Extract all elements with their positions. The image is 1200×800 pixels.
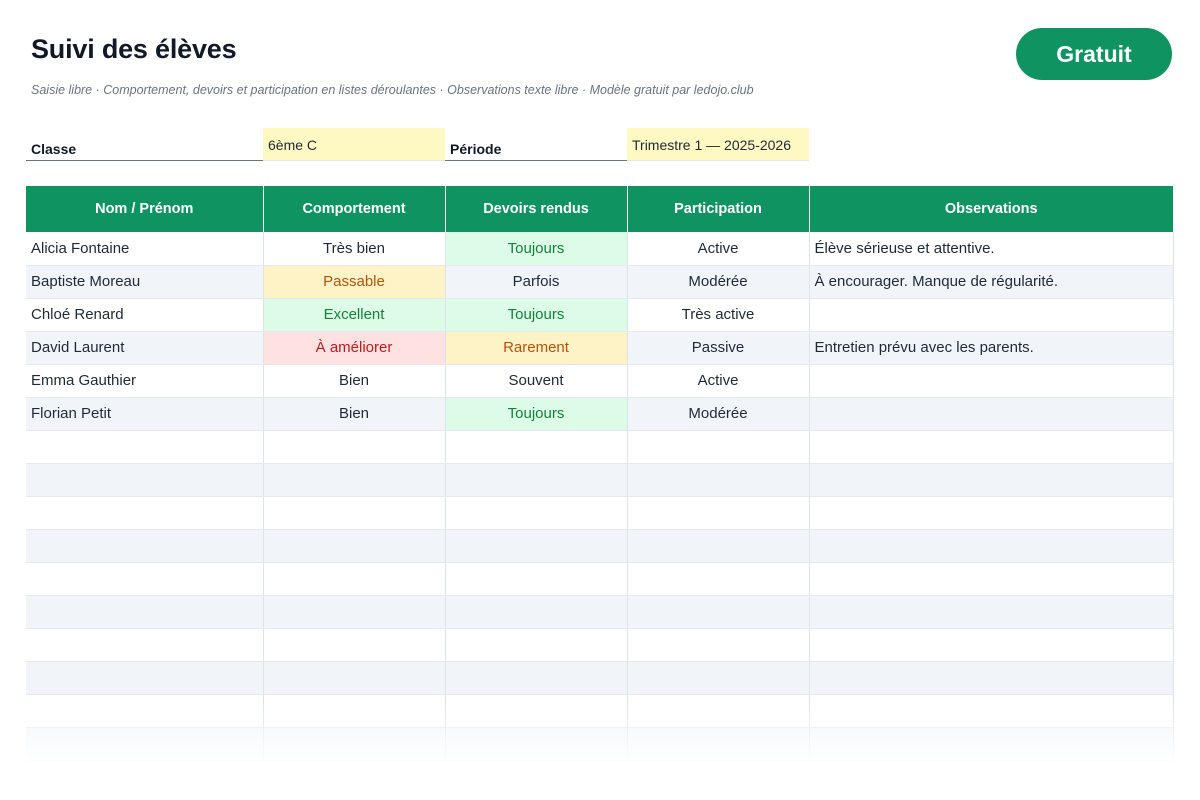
table-row: [26, 232, 1173, 265]
observations-cell[interactable]: [809, 364, 1173, 397]
behavior-cell[interactable]: À améliorer: [263, 331, 445, 364]
table-body: [26, 232, 1173, 760]
homework-cell[interactable]: Parfois: [445, 265, 627, 298]
column-header-participation: Participation: [627, 186, 809, 232]
participation-cell[interactable]: [627, 628, 809, 661]
name-cell[interactable]: [26, 430, 263, 463]
observations-cell[interactable]: Entretien prévu avec les parents.: [809, 331, 1173, 364]
table-row: [26, 628, 1173, 661]
observations-cell[interactable]: À encourager. Manque de régularité.: [809, 265, 1173, 298]
participation-cell[interactable]: [627, 661, 809, 694]
participation-cell[interactable]: Modérée: [627, 265, 809, 298]
table-row: [26, 364, 1173, 397]
observations-cell[interactable]: [809, 661, 1173, 694]
students-table: [26, 186, 1174, 761]
participation-cell[interactable]: [627, 595, 809, 628]
table-row: [26, 430, 1173, 463]
participation-cell[interactable]: [627, 727, 809, 760]
meta-row: [26, 128, 809, 161]
period-field[interactable]: Trimestre 1 — 2025-2026: [627, 128, 809, 161]
behavior-cell[interactable]: [263, 727, 445, 760]
table-row: [26, 562, 1173, 595]
behavior-cell[interactable]: [263, 694, 445, 727]
participation-cell[interactable]: Active: [627, 364, 809, 397]
participation-cell[interactable]: Passive: [627, 331, 809, 364]
period-label: Période: [445, 128, 627, 161]
homework-cell[interactable]: Toujours: [445, 298, 627, 331]
behavior-cell[interactable]: Bien: [263, 397, 445, 430]
participation-cell[interactable]: [627, 529, 809, 562]
table-row: [26, 265, 1173, 298]
name-cell[interactable]: [26, 529, 263, 562]
behavior-cell[interactable]: Passable: [263, 265, 445, 298]
column-header-name: Nom / Prénom: [26, 186, 263, 232]
participation-cell[interactable]: Très active: [627, 298, 809, 331]
page-title: Suivi des élèves: [31, 34, 237, 64]
homework-cell[interactable]: [445, 694, 627, 727]
page-subtitle: Saisie libre · Comportement, devoirs et participation en listes déroulantes · Observations texte libre · Modèle gratuit par ledojo.club: [31, 83, 754, 97]
name-cell[interactable]: Florian Petit: [26, 397, 263, 430]
observations-cell[interactable]: Élève sérieuse et attentive.: [809, 232, 1173, 265]
name-cell[interactable]: Alicia Fontaine: [26, 232, 263, 265]
table-row: [26, 727, 1173, 760]
behavior-cell[interactable]: [263, 463, 445, 496]
name-cell[interactable]: [26, 463, 263, 496]
participation-cell[interactable]: [627, 463, 809, 496]
homework-cell[interactable]: Toujours: [445, 232, 627, 265]
homework-cell[interactable]: [445, 661, 627, 694]
homework-cell[interactable]: [445, 727, 627, 760]
participation-cell[interactable]: Modérée: [627, 397, 809, 430]
behavior-cell[interactable]: Très bien: [263, 232, 445, 265]
homework-cell[interactable]: [445, 562, 627, 595]
observations-cell[interactable]: [809, 496, 1173, 529]
table-row: [26, 661, 1173, 694]
observations-cell[interactable]: [809, 529, 1173, 562]
participation-cell[interactable]: Active: [627, 232, 809, 265]
behavior-cell[interactable]: [263, 562, 445, 595]
participation-cell[interactable]: [627, 562, 809, 595]
table-row: [26, 397, 1173, 430]
name-cell[interactable]: [26, 562, 263, 595]
free-badge: Gratuit: [1016, 28, 1172, 80]
table-row: [26, 298, 1173, 331]
observations-cell[interactable]: [809, 562, 1173, 595]
table-row: [26, 496, 1173, 529]
column-header-homework: Devoirs rendus: [445, 186, 627, 232]
homework-cell[interactable]: [445, 628, 627, 661]
observations-cell[interactable]: [809, 595, 1173, 628]
name-cell[interactable]: [26, 661, 263, 694]
homework-cell[interactable]: Rarement: [445, 331, 627, 364]
observations-cell[interactable]: [809, 463, 1173, 496]
name-cell[interactable]: Baptiste Moreau: [26, 265, 263, 298]
homework-cell[interactable]: [445, 430, 627, 463]
behavior-cell[interactable]: Excellent: [263, 298, 445, 331]
class-field[interactable]: 6ème C: [263, 128, 445, 161]
table-row: [26, 694, 1173, 727]
observations-cell[interactable]: [809, 430, 1173, 463]
table-header-row: [26, 186, 1173, 232]
behavior-cell[interactable]: Bien: [263, 364, 445, 397]
name-cell[interactable]: Emma Gauthier: [26, 364, 263, 397]
homework-cell[interactable]: Souvent: [445, 364, 627, 397]
behavior-cell[interactable]: [263, 595, 445, 628]
table-row: [26, 331, 1173, 364]
behavior-cell[interactable]: [263, 496, 445, 529]
homework-cell[interactable]: Toujours: [445, 397, 627, 430]
table-row: [26, 529, 1173, 562]
observations-cell[interactable]: [809, 298, 1173, 331]
participation-cell[interactable]: [627, 694, 809, 727]
behavior-cell[interactable]: [263, 529, 445, 562]
name-cell[interactable]: [26, 595, 263, 628]
observations-cell[interactable]: [809, 397, 1173, 430]
homework-cell[interactable]: [445, 496, 627, 529]
name-cell[interactable]: [26, 727, 263, 760]
behavior-cell[interactable]: [263, 628, 445, 661]
name-cell[interactable]: [26, 694, 263, 727]
behavior-cell[interactable]: [263, 430, 445, 463]
homework-cell[interactable]: [445, 595, 627, 628]
class-label: Classe: [26, 128, 263, 161]
name-cell[interactable]: [26, 628, 263, 661]
column-header-observations: Observations: [809, 186, 1173, 232]
name-cell[interactable]: [26, 496, 263, 529]
participation-cell[interactable]: [627, 430, 809, 463]
homework-cell[interactable]: [445, 463, 627, 496]
observations-cell[interactable]: [809, 694, 1173, 727]
homework-cell[interactable]: [445, 529, 627, 562]
observations-cell[interactable]: [809, 628, 1173, 661]
observations-cell[interactable]: [809, 727, 1173, 760]
column-header-behavior: Comportement: [263, 186, 445, 232]
behavior-cell[interactable]: [263, 661, 445, 694]
table-row: [26, 463, 1173, 496]
table-row: [26, 595, 1173, 628]
name-cell[interactable]: Chloé Renard: [26, 298, 263, 331]
participation-cell[interactable]: [627, 496, 809, 529]
name-cell[interactable]: David Laurent: [26, 331, 263, 364]
